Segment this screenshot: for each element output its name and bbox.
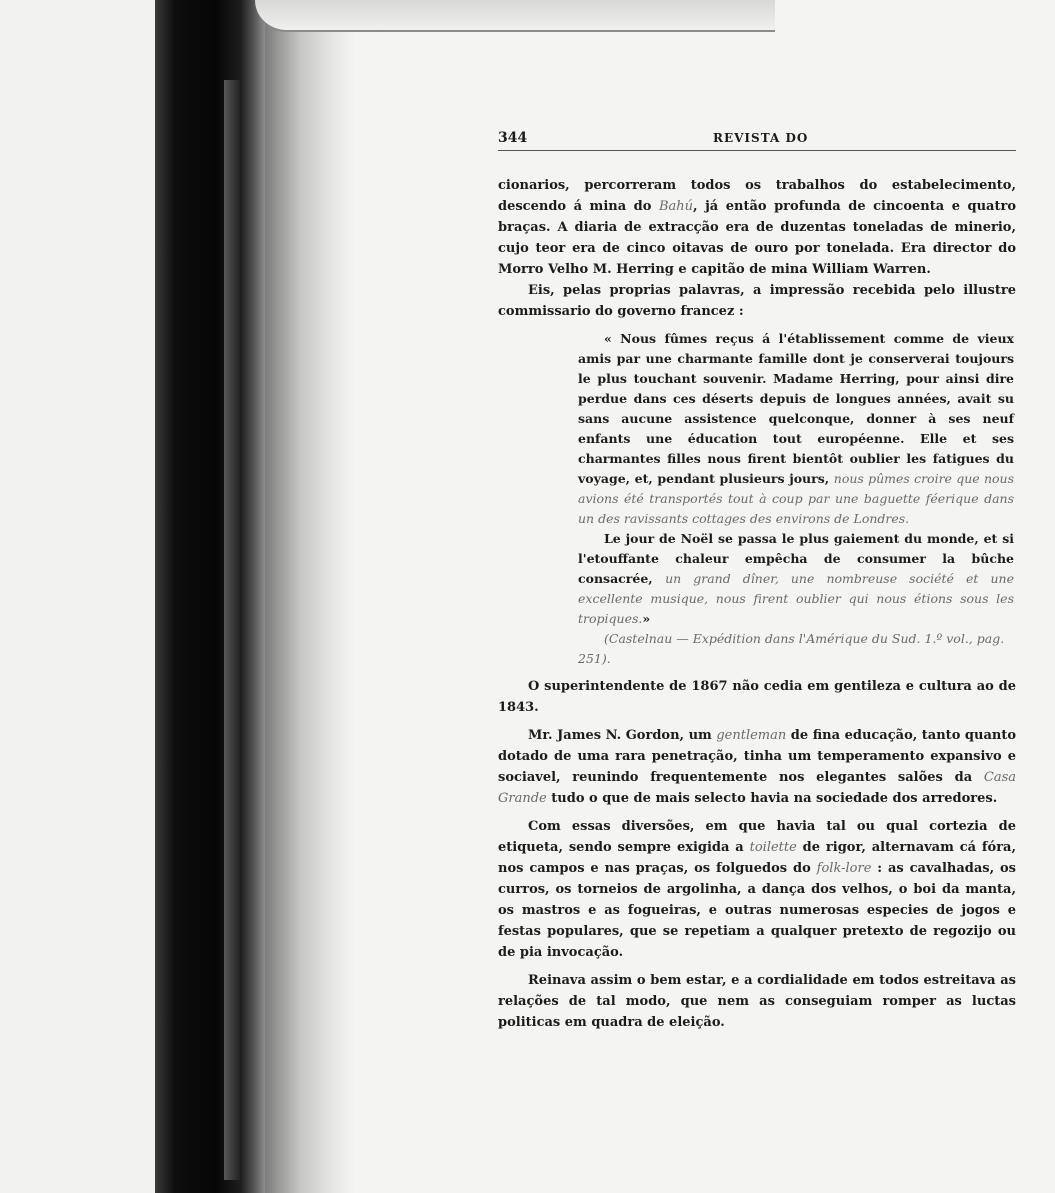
running-header [498, 128, 1016, 150]
quote-2-end: » [642, 611, 651, 626]
paragraph-4-text-c: tudo o que de mais selecto havia na sociedade dos arredores. [546, 791, 998, 806]
page-top-curl [255, 0, 775, 32]
paragraph-1-text-a: cionarios, percorreram todos os trabalhos do estabelecimento, descendo á mina do [498, 178, 1016, 214]
quote-2-italic: un grand dîner, une nombreuse société et une excellente musique, nous firent oublier qui nous étions sous les tropiques. [578, 571, 1014, 626]
running-title: REVISTA DO [713, 131, 809, 145]
quote-attribution [578, 629, 1014, 669]
paragraph-2: Eis, pelas proprias palavras, a impressão recebida pelo illustre commissario do governo francez : [498, 283, 1016, 319]
spine-highlight [224, 80, 240, 1180]
quote-1-text: « Nous fûmes reçus á l'établissement comme de vieux amis par une charmante famille dont je conserverai toujours le plus touchant souvenir. Madame Herring, pour ainsi dire perdue dans ces déserts depuis de longues années, avait su sans aucune assistence quelconque, donner à ses neuf enfants une éducation tout européenne. Elle et ses charmantes filles nous firent bientôt oublier les fatigues du voyage, et, pendant plusieurs jours, [578, 331, 1014, 486]
paragraph-4-text-b: de fina educação, tanto quanto dotado de uma rara penetração, tinha um temperamento expansivo e sociavel, reunindo frequentemente nos elegantes salões da [498, 728, 1016, 785]
paragraph-5-text-c: : as cavalhadas, os curros, os torneios de argolinha, a dança dos velhos, o boi da manta, os mastros e as fogueiras, e outras numerosas especies de jogos e festas populares, que se repetiam a qualquer pretexto de regozijo ou de pia invocação. [498, 861, 1016, 960]
paragraph-1-text-b: , já então profunda de cincoenta e quatro braças. A diaria de extracção era de duzentas toneladas de minerio, cujo teor era de cinco oitavas de ouro por tonelada. Era director do Morro Velho M. Herring e capitão de mina William Warren. [498, 199, 1016, 277]
paragraph-5-text-b: de rigor, alternavam cá fóra, nos campos e nas praças, os folguedos do [498, 840, 1016, 876]
page-number: 344 [498, 130, 528, 146]
paragraph-4-text-a: Mr. James N. Gordon, um [528, 728, 717, 743]
scan-left-margin [0, 0, 160, 1193]
book-page [498, 128, 1016, 1030]
paragraph-5-italic-a: toilette [749, 840, 797, 855]
quote-paragraph-2 [578, 529, 1014, 629]
paragraph-4 [498, 725, 1016, 809]
header-rule [498, 150, 1016, 151]
block-quote [578, 329, 1014, 669]
quote-1-italic: nous pûmes croire que nous avions été transportés tout à coup par une baguette féerique dans un des ravissants cottages des environs de Londres. [578, 471, 1014, 526]
attribution-text: (Castelnau — Expédition dans l'Amérique du Sud. 1.º vol., pag. 251). [578, 631, 1005, 666]
quote-paragraph-1 [578, 329, 1014, 529]
paragraph-6: Reinava assim o bem estar, e a cordialidade em todos estreitava as relações de tal modo, que nem as conseguiam romper as luctas politicas em quadra de eleição. [498, 973, 1016, 1030]
paragraph-5 [498, 816, 1016, 963]
quote-2-text: Le jour de Noël se passa le plus gaiement du monde, et si l'etouffante chaleur empêcha de consumer la bûche consacrée, [578, 531, 1014, 586]
book-spine [155, 0, 265, 1193]
page-gutter-shadow [265, 0, 355, 1193]
paragraph-3: O superintendente de 1867 não cedia em gentileza e cultura ao de 1843. [498, 679, 1016, 715]
paragraph-5-italic-b: folk-lore [816, 861, 872, 876]
page-body [498, 175, 1016, 1033]
paragraph-5-text-a: Com essas diversões, em que havia tal ou qual cortezia de etiqueta, sendo sempre exigida a [498, 819, 1016, 855]
paragraph-1-italic: Bahú [658, 199, 694, 214]
paragraph-4-italic-a: gentleman [716, 728, 787, 743]
paragraph-1 [498, 175, 1016, 280]
paragraph-4-italic-b: Casa Grande [498, 770, 1016, 806]
